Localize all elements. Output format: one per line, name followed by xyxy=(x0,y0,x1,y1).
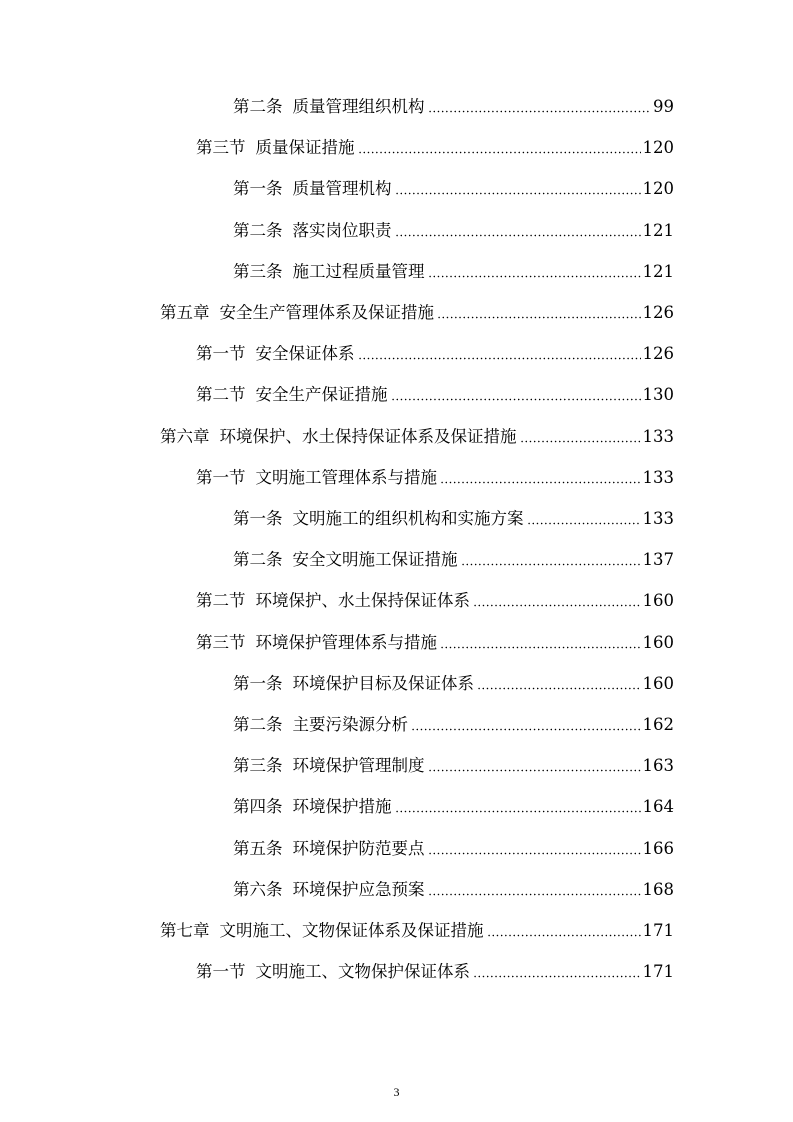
toc-entry[interactable] xyxy=(160,914,674,942)
toc-dot-leader xyxy=(428,893,641,896)
toc-entry-number: 第一条 xyxy=(233,509,283,528)
toc-dot-leader xyxy=(428,769,641,772)
toc-entry[interactable] xyxy=(196,461,674,489)
toc-dot-leader xyxy=(473,604,641,607)
toc-entry-title: 质量管理机构 xyxy=(292,179,392,199)
toc-entry-page: 121 xyxy=(642,261,674,281)
toc-entry-number: 第二节 xyxy=(196,591,246,611)
toc-entry-page: 120 xyxy=(642,138,674,158)
toc-dot-leader xyxy=(395,192,641,195)
toc-entry[interactable] xyxy=(233,667,674,695)
toc-dot-leader xyxy=(440,646,641,649)
toc-dot-leader xyxy=(440,481,641,484)
toc-entry-title: 质量保证措施 xyxy=(255,138,355,158)
toc-entry-page: 171 xyxy=(642,962,674,982)
toc-entry-number: 第七章 xyxy=(160,921,210,940)
toc-dot-leader xyxy=(477,687,641,690)
toc-entry[interactable] xyxy=(196,955,674,983)
toc-entry-title: 安全保证体系 xyxy=(255,344,355,364)
toc-entry-title: 质量管理组织机构 xyxy=(292,97,425,116)
toc-entry[interactable] xyxy=(233,255,674,283)
toc-entry-title: 安全文明施工保证措施 xyxy=(292,550,458,570)
toc-entry[interactable] xyxy=(233,790,674,818)
toc-entry[interactable] xyxy=(233,873,674,901)
toc-entry-title: 环境保护管理体系与措施 xyxy=(255,632,437,652)
toc-dot-leader xyxy=(358,357,641,360)
toc-dot-leader xyxy=(395,234,641,237)
toc-entry-title: 施工过程质量管理 xyxy=(292,261,425,281)
toc-dot-leader xyxy=(395,810,641,813)
toc-entry-title: 环境保护管理制度 xyxy=(292,756,425,776)
toc-entry-number: 第一节 xyxy=(196,467,246,487)
toc-dot-leader xyxy=(411,728,641,731)
toc-dot-leader xyxy=(428,110,652,113)
toc-entry-page: 133 xyxy=(642,509,674,528)
toc-entry-title: 安全生产保证措施 xyxy=(255,385,388,405)
toc-entry[interactable] xyxy=(233,543,674,571)
toc-entry-number: 第五条 xyxy=(233,838,283,858)
toc-entry[interactable] xyxy=(233,172,674,200)
toc-entry-page: 126 xyxy=(642,344,674,364)
toc-entry-title: 环境保护应急预案 xyxy=(292,879,425,899)
toc-entry-number: 第二条 xyxy=(233,550,283,570)
toc-entry-page: 121 xyxy=(642,220,674,240)
toc-entry-title: 环境保护措施 xyxy=(292,797,392,817)
toc-entry-number: 第二条 xyxy=(233,97,283,116)
toc-entry-number: 第二条 xyxy=(233,715,283,734)
toc-entry-page: 137 xyxy=(642,550,674,570)
toc-dot-leader xyxy=(391,398,641,401)
toc-entry-page: 99 xyxy=(653,97,674,116)
toc-entry-title: 环境保护防范要点 xyxy=(292,838,425,858)
toc-dot-leader xyxy=(358,151,641,154)
toc-entry-page: 166 xyxy=(642,838,674,858)
toc-entry-page: 164 xyxy=(642,797,674,817)
toc-entry-page: 160 xyxy=(642,591,674,611)
toc-entry-number: 第五章 xyxy=(160,303,210,322)
toc-entry-page: 171 xyxy=(642,921,674,940)
toc-entry-title: 落实岗位职责 xyxy=(292,220,392,240)
toc-entry[interactable] xyxy=(233,708,674,736)
toc-entry[interactable] xyxy=(233,90,674,118)
toc-entry-page: 162 xyxy=(642,715,674,734)
toc-entry-title: 环境保护、水土保持保证体系及保证措施 xyxy=(219,426,517,446)
toc-entry-number: 第一条 xyxy=(233,179,283,199)
toc-entry[interactable] xyxy=(196,131,674,159)
toc-entry-page: 120 xyxy=(642,179,674,199)
toc-entry-number: 第三节 xyxy=(196,138,246,158)
toc-dot-leader xyxy=(428,852,641,855)
toc-entry-number: 第六条 xyxy=(233,879,283,899)
page-number: 3 xyxy=(393,1085,400,1099)
toc-entry[interactable] xyxy=(233,502,674,530)
toc-entry-title: 主要污染源分析 xyxy=(292,715,408,734)
toc-entry-number: 第三节 xyxy=(196,632,246,652)
toc-dot-leader xyxy=(428,275,641,278)
toc-entry-title: 环境保护目标及保证体系 xyxy=(292,673,474,693)
toc-dot-leader xyxy=(527,522,641,525)
toc-dot-leader xyxy=(461,563,641,566)
toc-entry[interactable] xyxy=(160,296,674,324)
toc-entry-title: 文明施工管理体系与措施 xyxy=(255,467,437,487)
toc-entry-title: 环境保护、水土保持保证体系 xyxy=(255,591,470,611)
toc-entry-title: 安全生产管理体系及保证措施 xyxy=(219,303,434,322)
toc-entry[interactable] xyxy=(196,378,674,406)
toc-dot-leader xyxy=(520,440,641,443)
toc-entry[interactable] xyxy=(233,749,674,777)
toc-entry-title: 文明施工、文物保证体系及保证措施 xyxy=(219,921,484,940)
toc-dot-leader xyxy=(473,975,641,978)
toc-entry-number: 第四条 xyxy=(233,797,283,817)
toc-entry-number: 第二节 xyxy=(196,385,246,405)
toc-dot-leader xyxy=(437,316,641,319)
toc-entry-number: 第一节 xyxy=(196,344,246,364)
toc-entry-page: 130 xyxy=(642,385,674,405)
toc-entry-page: 133 xyxy=(642,467,674,487)
toc-entry[interactable] xyxy=(196,584,674,612)
toc-entry-page: 133 xyxy=(642,426,674,446)
toc-entry[interactable] xyxy=(233,214,674,242)
toc-entry-page: 163 xyxy=(642,756,674,776)
toc-entry[interactable] xyxy=(196,626,674,654)
toc-entry-number: 第六章 xyxy=(160,426,210,446)
toc-entry-number: 第一节 xyxy=(196,962,246,982)
toc-entry-number: 第二条 xyxy=(233,220,283,240)
toc-entry-page: 160 xyxy=(642,673,674,693)
toc-entry-title: 文明施工、文物保护保证体系 xyxy=(255,962,470,982)
toc-entry-number: 第三条 xyxy=(233,261,283,281)
toc-entry-number: 第三条 xyxy=(233,756,283,776)
toc-entry-number: 第一条 xyxy=(233,673,283,693)
toc-entry[interactable] xyxy=(196,337,674,365)
toc-entry-page: 168 xyxy=(642,879,674,899)
toc-entry[interactable] xyxy=(160,420,674,448)
toc-entry-title: 文明施工的组织机构和实施方案 xyxy=(292,509,524,528)
toc-entry[interactable] xyxy=(233,832,674,860)
toc-dot-leader xyxy=(487,934,641,937)
toc-entry-page: 126 xyxy=(642,303,674,322)
toc-entry-page: 160 xyxy=(642,632,674,652)
